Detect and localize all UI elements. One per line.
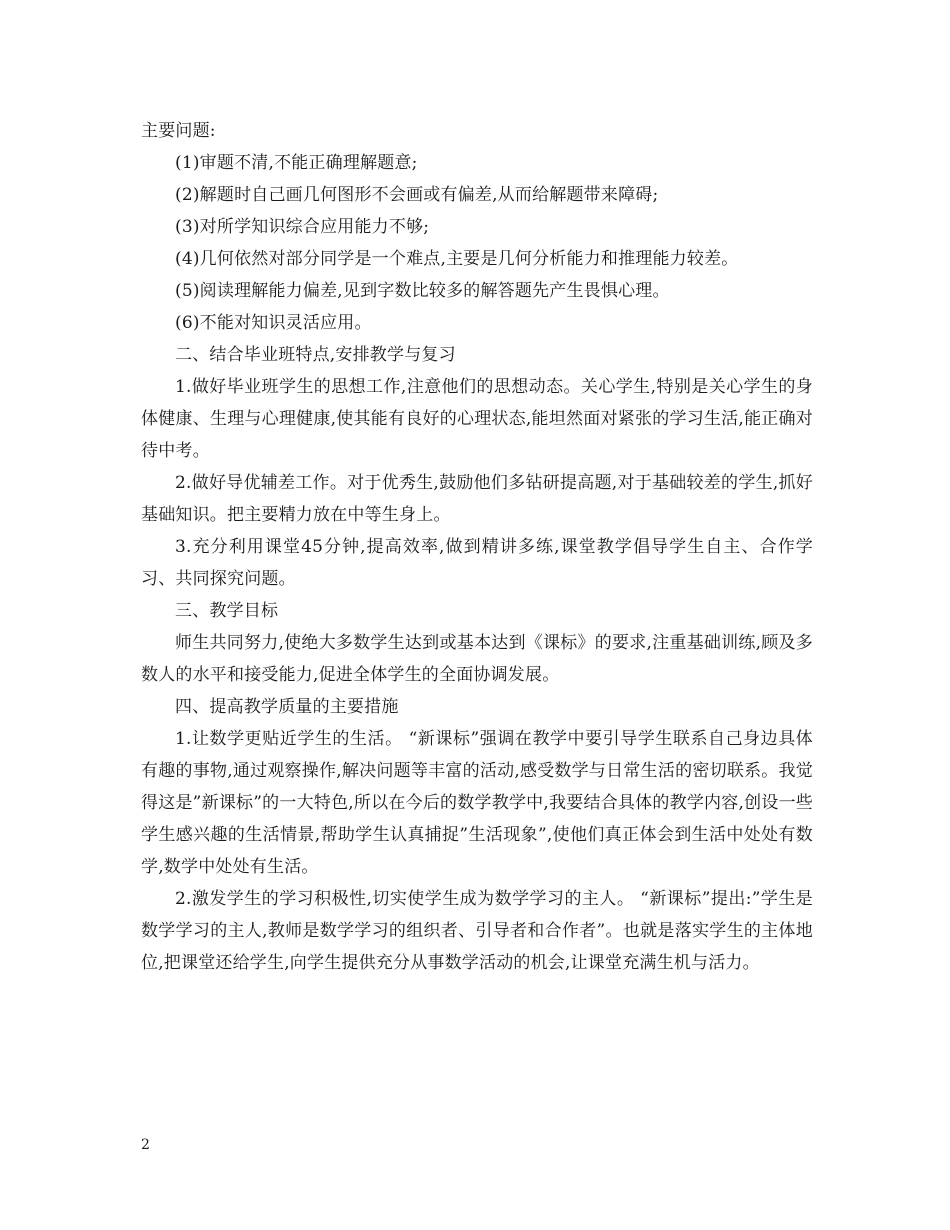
- paragraph-section-4-item-1: 1.让数学更贴近学生的生活。 “新课标”强调在教学中要引导学生联系自己身边具体有趣的事物,通过观察操作,解决问题等丰富的活动,感受数学与日常生活的密切联系。我觉得这是”新课标”的一大特色,所以在今后的数学教学中,我要结合具体的教学内容,创设一些学生感兴趣的生活情景,帮助学生认真捕捉”生活现象”,使他们真正体会到生活中处处有数学,数学中处处有生活。: [141, 729, 813, 877]
- paragraph-problem-3: (3)对所学知识综合应用能力不够;: [175, 217, 430, 237]
- page-number: 2: [141, 1137, 150, 1153]
- section-heading-4: 四、提高教学质量的主要措施: [175, 697, 399, 717]
- paragraph-problem-5: (5)阅读理解能力偏差,见到字数比较多的解答题先产生畏惧心理。: [175, 281, 670, 301]
- paragraph-section-2-item-1: 1.做好毕业班学生的思想工作,注意他们的思想动态。关心学生,特别是关心学生的身体健康、生理与心理健康,使其能有良好的心理状态,能坦然面对紧张的学习生活,能正确对待中考。: [141, 377, 813, 461]
- paragraph-section-2-item-3: 3.充分利用课堂45分钟,提高效率,做到精讲多练,课堂教学倡导学生自主、合作学习、共同探究问题。: [141, 537, 813, 589]
- paragraph-problem-4: (4)几何依然对部分同学是一个难点,主要是几何分析能力和推理能力较差。: [175, 249, 739, 269]
- paragraph-section-4-item-2: 2.激发学生的学习积极性,切实使学生成为数学学习的主人。 “新课标”提出:”学生是数学学习的主人,教师是数学学习的组织者、引导者和合作者”。也就是落实学生的主体地位,把课堂还给学生,向学生提供充分从事数学活动的机会,让课堂充满生机与活力。: [141, 889, 813, 973]
- section-heading-3: 三、教学目标: [175, 601, 279, 621]
- paragraph-main-problems-heading: 主要问题:: [141, 121, 216, 141]
- paragraph-problem-6: (6)不能对知识灵活应用。: [175, 313, 372, 333]
- paragraph-problem-1: (1)审题不清,不能正确理解题意;: [175, 153, 418, 173]
- paragraph-teaching-goal: 师生共同努力,使绝大多数学生达到或基本达到《课标》的要求,注重基础训练,顾及多数人的水平和接受能力,促进全体学生的全面协调发展。: [141, 633, 813, 685]
- document-body: [141, 115, 813, 979]
- section-heading-2: 二、结合毕业班特点,安排教学与复习: [175, 345, 456, 365]
- paragraph-problem-2: (2)解题时自己画几何图形不会画或有偏差,从而给解题带来障碍;: [175, 185, 659, 205]
- paragraph-section-2-item-2: 2.做好导优辅差工作。对于优秀生,鼓励他们多钻研提高题,对于基础较差的学生,抓好基础知识。把主要精力放在中等生身上。: [141, 473, 813, 525]
